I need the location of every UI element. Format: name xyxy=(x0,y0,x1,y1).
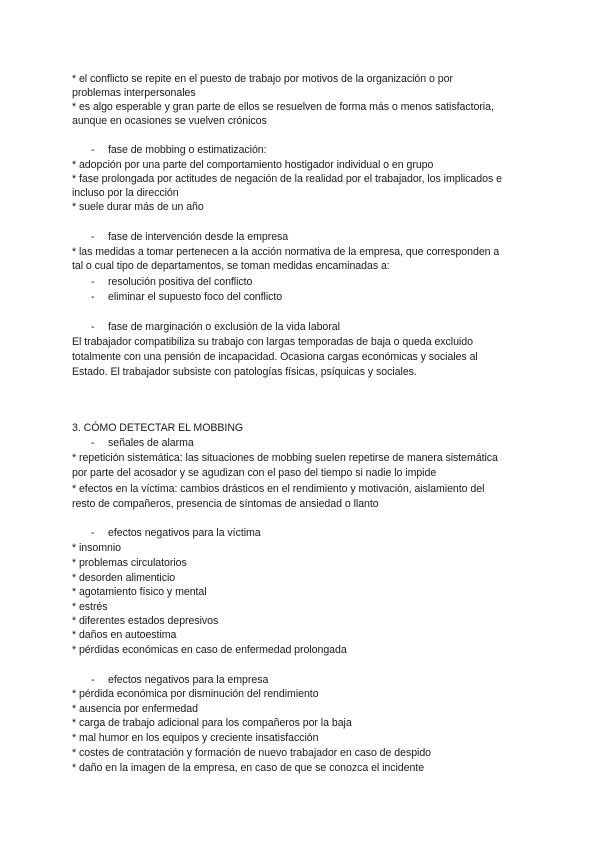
phase-heading: fase de mobbing o estimatización: xyxy=(108,144,267,156)
subsection-heading: señales de alarma xyxy=(108,437,194,449)
paragraph-line: totalmente con una pensión de incapacidad. Ocasiona cargas económicas y sociales al xyxy=(72,351,478,363)
list-item: * mal humor en los equipos y creciente insatisfacción xyxy=(72,732,319,744)
paragraph-line: problemas interpersonales xyxy=(72,87,196,99)
list-item: * daño en la imagen de la empresa, en caso de que se conozca el incidente xyxy=(72,762,425,774)
list-item: * agotamiento físico y mental xyxy=(72,586,207,598)
section-title: 3. CÓMO DETECTAR EL MOBBING xyxy=(72,422,244,434)
list-item: * insomnio xyxy=(72,542,121,554)
subsection-heading: efectos negativos para la víctima xyxy=(108,527,261,539)
list-item: * diferentes estados depresivos xyxy=(72,615,219,627)
list-item: * estrés xyxy=(72,601,108,613)
list-item: * carga de trabajo adicional para los compañeros por la baja xyxy=(72,717,352,729)
list-item: * problemas circulatorios xyxy=(72,557,187,569)
paragraph-line: * adopción por una parte del comportamiento hostigador individual o en grupo xyxy=(72,159,434,171)
paragraph-line: tal o cual tipo de departamentos, se toman medidas encaminadas a: xyxy=(72,260,390,272)
paragraph-line: * efectos en la víctima: cambios drásticos en el rendimiento y motivación, aislamiento del xyxy=(72,483,485,495)
paragraph-line: incluso por la dirección xyxy=(72,187,179,199)
paragraph-line: resto de compañeros, presencia de síntomas de ansiedad o llanto xyxy=(72,498,379,510)
list-dash: - xyxy=(91,144,95,156)
paragraph-line: por parte del acosador y se agudizan con el paso del tiempo si nadie lo impide xyxy=(72,467,437,479)
list-dash: - xyxy=(91,321,95,333)
list-dash: - xyxy=(91,231,95,243)
list-item: * ausencia por enfermedad xyxy=(72,703,198,715)
list-item: eliminar el supuesto foco del conflicto xyxy=(108,291,283,303)
paragraph-line: Estado. El trabajador subsiste con patologías físicas, psíquicas y sociales. xyxy=(72,366,417,378)
subsection-heading: efectos negativos para la empresa xyxy=(108,674,269,686)
list-dash: - xyxy=(91,527,95,539)
paragraph-line: * el conflicto se repite en el puesto de trabajo por motivos de la organización o por xyxy=(72,73,453,85)
list-item: * daños en autoestima xyxy=(72,629,177,641)
paragraph-line: * repetición sistemática: las situaciones de mobbing suelen repetirse de manera sistemática xyxy=(72,452,498,464)
list-dash: - xyxy=(91,437,95,449)
list-dash: - xyxy=(91,674,95,686)
phase-heading: fase de intervención desde la empresa xyxy=(108,231,289,243)
paragraph-line: * fase prolongada por actitudes de negación de la realidad por el trabajador, los implicados e xyxy=(72,173,502,185)
paragraph-line: * suele durar más de un año xyxy=(72,201,204,213)
paragraph-line: * es algo esperable y gran parte de ellos se resuelven de forma más o menos satisfactoria, xyxy=(72,101,494,113)
list-item: * pérdida económica por disminución del rendimiento xyxy=(72,688,319,700)
list-dash: - xyxy=(91,276,95,288)
list-item: * costes de contratación y formación de nuevo trabajador en caso de despido xyxy=(72,747,432,759)
phase-heading: fase de marginación o exclusión de la vida laboral xyxy=(108,321,340,333)
paragraph-line: aunque en ocasiones se vuelven crónicos xyxy=(72,115,267,127)
list-dash: - xyxy=(91,291,95,303)
list-item: * desorden alimenticio xyxy=(72,572,176,584)
list-item: resolución positiva del conflicto xyxy=(108,276,253,288)
paragraph-line: * las medidas a tomar pertenecen a la acción normativa de la empresa, que corresponden a xyxy=(72,246,500,258)
paragraph-line: El trabajador compatibiliza su trabajo con largas temporadas de baja o queda excluido xyxy=(72,336,473,348)
list-item: * pérdidas económicas en caso de enfermedad prolongada xyxy=(72,644,347,656)
